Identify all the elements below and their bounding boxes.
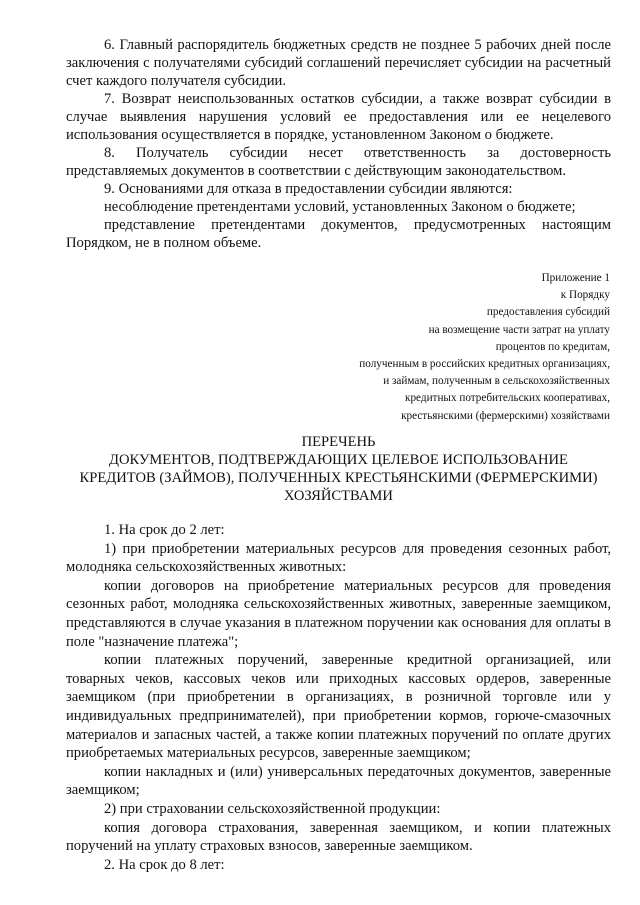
appendix-line: и займам, полученным в сельскохозяйственных	[383, 375, 610, 388]
paragraph-9-item-1: несоблюдение претендентами условий, установленных Законом о бюджете;	[104, 199, 576, 215]
paragraph-6: 6. Главный распорядитель бюджетных средств не позднее 5 рабочих дней после заключения с получателями субсидий соглашений перечисляет субсидии на расчетный счет каждого получателя субсидии.	[66, 37, 611, 89]
title-line: ДОКУМЕНТОВ, ПОДТВЕРЖДАЮЩИХ ЦЕЛЕВОЕ ИСПОЛЬЗОВАНИЕ	[109, 452, 568, 468]
list-item: копия договора страхования, заверенная заемщиком, и копии платежных поручений на уплату страховых взносов, заверенные заемщиком.	[66, 819, 611, 855]
appendix-line: кредитных потребительских кооперативах,	[405, 392, 610, 405]
appendix-line: предоставления субсидий	[486, 306, 610, 319]
title-line: КРЕДИТОВ (ЗАЙМОВ), ПОЛУЧЕННЫХ КРЕСТЬЯНСКИМИ (ФЕРМЕРСКИМИ)	[79, 470, 598, 486]
paragraph-8: 8. Получатель субсидии несет ответственность за достоверность представляемых документов в соответствии с действующим законодательством.	[66, 145, 611, 179]
appendix-line: крестьянскими (фермерскими) хозяйствами	[401, 409, 610, 422]
list-item: 1) при приобретении материальных ресурсов для проведения сезонных работ, молодняка сельскохозяйственных животных:	[66, 540, 611, 576]
list-item: 2. На срок до 8 лет:	[104, 856, 225, 873]
list-item: копии договоров на приобретение материальных ресурсов для проведения сезонных работ, молодняка сельскохозяйственных животных, заверенные заемщиком, представляются в случае указания в платежном поручении как основания для оплаты в поле "назначение платежа";	[66, 577, 611, 650]
appendix-line: на возмещение части затрат на уплату	[428, 323, 610, 336]
paragraph-7: 7. Возврат неиспользованных остатков субсидии, а также возврат субсидии в случае выявления нарушения условий ее предоставления или ее нецелевого использования осуществляется в порядке, установленном Законом о бюджете.	[66, 91, 611, 143]
appendix-header	[280, 270, 610, 425]
documents-list	[66, 521, 611, 874]
appendix-line: к Порядку	[560, 289, 610, 302]
document-title	[66, 433, 611, 505]
list-item: копии накладных и (или) универсальных передаточных документов, заверенные заемщиком;	[66, 763, 611, 799]
list-item: копии платежных поручений, заверенные кредитной организацией, или товарных чеков, кассовых чеков или приходных кассовых ордеров, заверенные заемщиком (при приобретении в организациях, в розничной торговле или у индивидуальных предпринимателей), при приобретении кормов, горюче-смазочных материалов и запасных частей, а также копии платежных поручений по оплате других приобретаемых материальных ресурсов, заверенные заемщиком;	[66, 652, 611, 762]
appendix-line: полученным в российских кредитных организациях,	[359, 358, 610, 371]
paragraph-9: 9. Основаниями для отказа в предоставлении субсидии являются:	[104, 181, 513, 197]
list-item: 2) при страховании сельскохозяйственной продукции:	[104, 800, 441, 817]
document-body-top	[66, 36, 611, 252]
title-line: ХОЗЯЙСТВАМИ	[284, 488, 393, 504]
title-line: ПЕРЕЧЕНЬ	[301, 434, 376, 450]
appendix-line: Приложение 1	[541, 272, 610, 284]
list-item: 1. На срок до 2 лет:	[104, 522, 225, 538]
paragraph-9-item-2: представление претендентами документов, предусмотренных настоящим Порядком, не в полном объеме.	[66, 217, 611, 251]
appendix-line: процентов по кредитам,	[495, 340, 610, 353]
